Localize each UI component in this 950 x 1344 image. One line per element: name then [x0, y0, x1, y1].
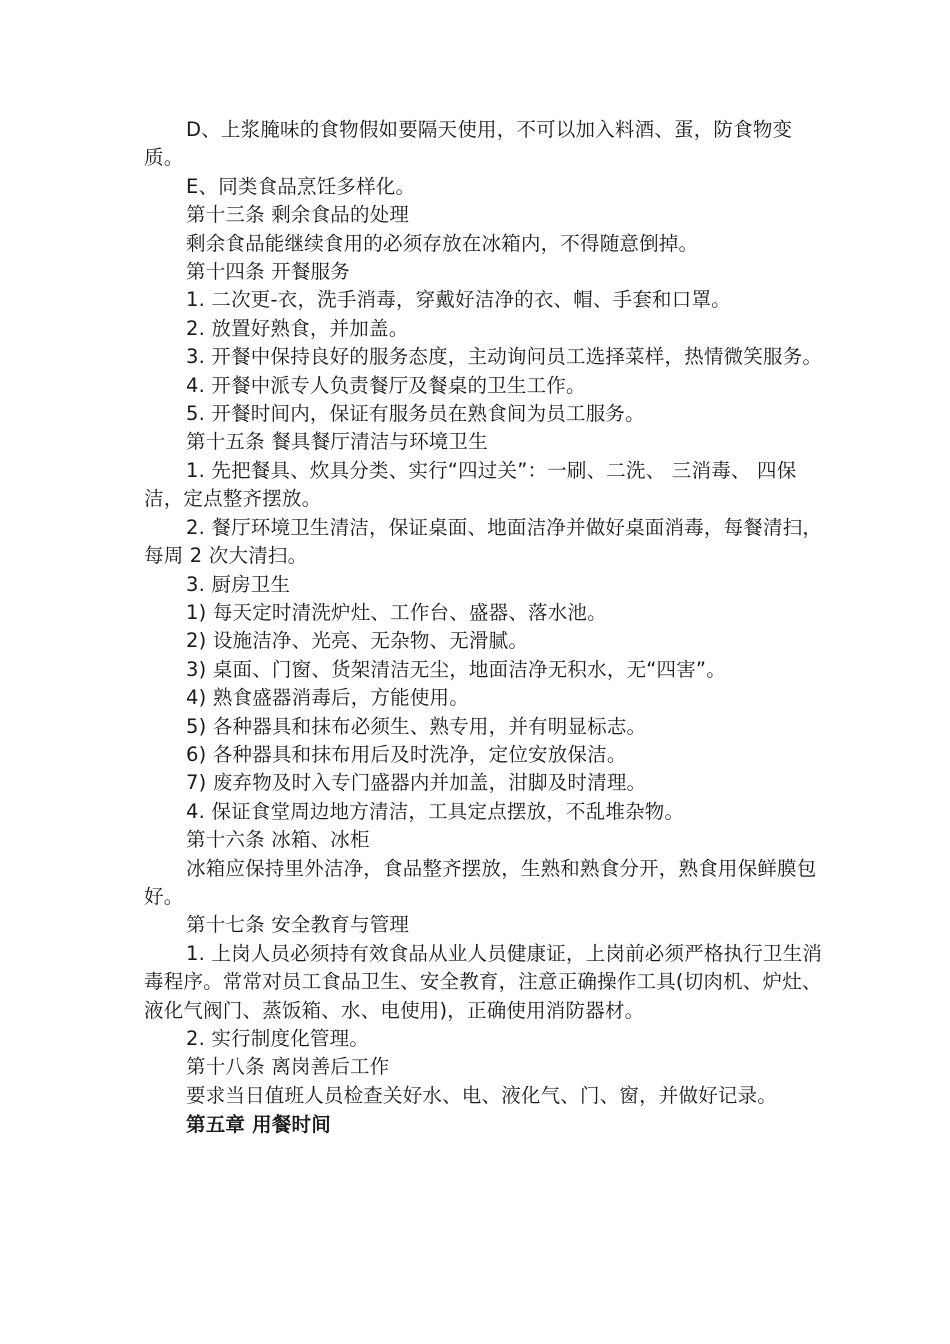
paragraph: 冰箱应保持里外洁净，食品整齐摆放，生熟和熟食分开，熟食用保鲜膜包好。 — [144, 856, 817, 908]
sub-list-item: 5) 各种器具和抹布必须生、熟专用，并有明显标志。 — [186, 714, 647, 738]
sub-list-item: 3) 桌面、门窗、货架清洁无尘，地面洁净无积水，无“四害”。 — [186, 657, 726, 681]
section-title: 第十八条 离岗善后工作 — [186, 1055, 390, 1079]
section-title: 第十七条 安全教育与管理 — [186, 913, 410, 937]
section-title: 第十四条 开餐服务 — [186, 260, 350, 284]
list-item: 5. 开餐时间内，保证有服务员在熟食间为员工服务。 — [186, 402, 645, 426]
list-item: 2. 实行制度化管理。 — [186, 1027, 370, 1050]
paragraph: 要求当日值班人员检查关好水、电、液化气、门、窗，并做好记录。 — [186, 1083, 778, 1107]
sub-list-item: 1) 每天定时清洗炉灶、工作台、盛器、落水池。 — [186, 600, 607, 624]
list-item: 1. 先把餐具、炊具分类、实行“四过关”：一刷、二洗、 三消毒、 四保洁，定点整齐摆放。 — [144, 458, 797, 511]
sub-list-item: 6) 各种器具和抹布用后及时洗净，定位安放保洁。 — [186, 742, 627, 766]
list-item: 4. 保证食堂周边地方清洁，工具定点摆放，不乱堆杂物。 — [186, 799, 685, 823]
section-title: 第十六条 冰箱、冰柜 — [186, 828, 370, 852]
section-title: 第十五条 餐具餐厅清洁与环境卫生 — [186, 430, 488, 454]
paragraph: 剩余食品能继续食用的必须存放在冰箱内，不得随意倒掉。 — [186, 231, 699, 255]
list-item: 4. 开餐中派专人负责餐厅及餐桌的卫生工作。 — [186, 373, 586, 397]
list-item: 1. 上岗人员必须持有效食品从业人员健康证，上岗前必须严格执行卫生消毒程序。常常对员工食品卫生、安全教育，注意正确操作工具(切肉机、炉灶、液化气阀门、蒸饭箱、水、电使用)，正确使用消防器材。 — [144, 941, 823, 1022]
list-item: 3. 厨房卫生 — [186, 572, 291, 596]
sub-list-item: 2) 设施洁净、光亮、无杂物、无滑腻。 — [186, 629, 529, 653]
list-item: 2. 餐厅环境卫生清洁，保证桌面、地面洁净并做好桌面消毒，每餐清扫，每周 2 次大清扫。 — [144, 515, 823, 568]
list-item: 1. 二次更-衣，洗手消毒，穿戴好洁净的衣、帽、手套和口罩。 — [186, 288, 731, 312]
list-item: 3. 开餐中保持良好的服务态度，主动询问员工选择菜样，热情微笑服务。 — [186, 345, 823, 369]
sub-list-item: 7) 废弃物及时入专门盛器内并加盖，泔脚及时清理。 — [186, 771, 647, 795]
section-title: 第十三条 剩余食品的处理 — [186, 203, 410, 227]
list-item: 2. 放置好熟食，并加盖。 — [186, 316, 409, 340]
paragraph: D、上浆腌味的食物假如要隔天使用，不可以加入料酒、蛋，防食物变质。 — [144, 118, 793, 170]
chapter-heading: 第五章 用餐时间 — [186, 1113, 331, 1137]
paragraph: E、同类食品烹饪多样化。 — [186, 174, 416, 198]
document-page — [144, 116, 824, 1140]
sub-list-item: 4) 熟食盛器消毒后，方能使用。 — [186, 686, 469, 710]
